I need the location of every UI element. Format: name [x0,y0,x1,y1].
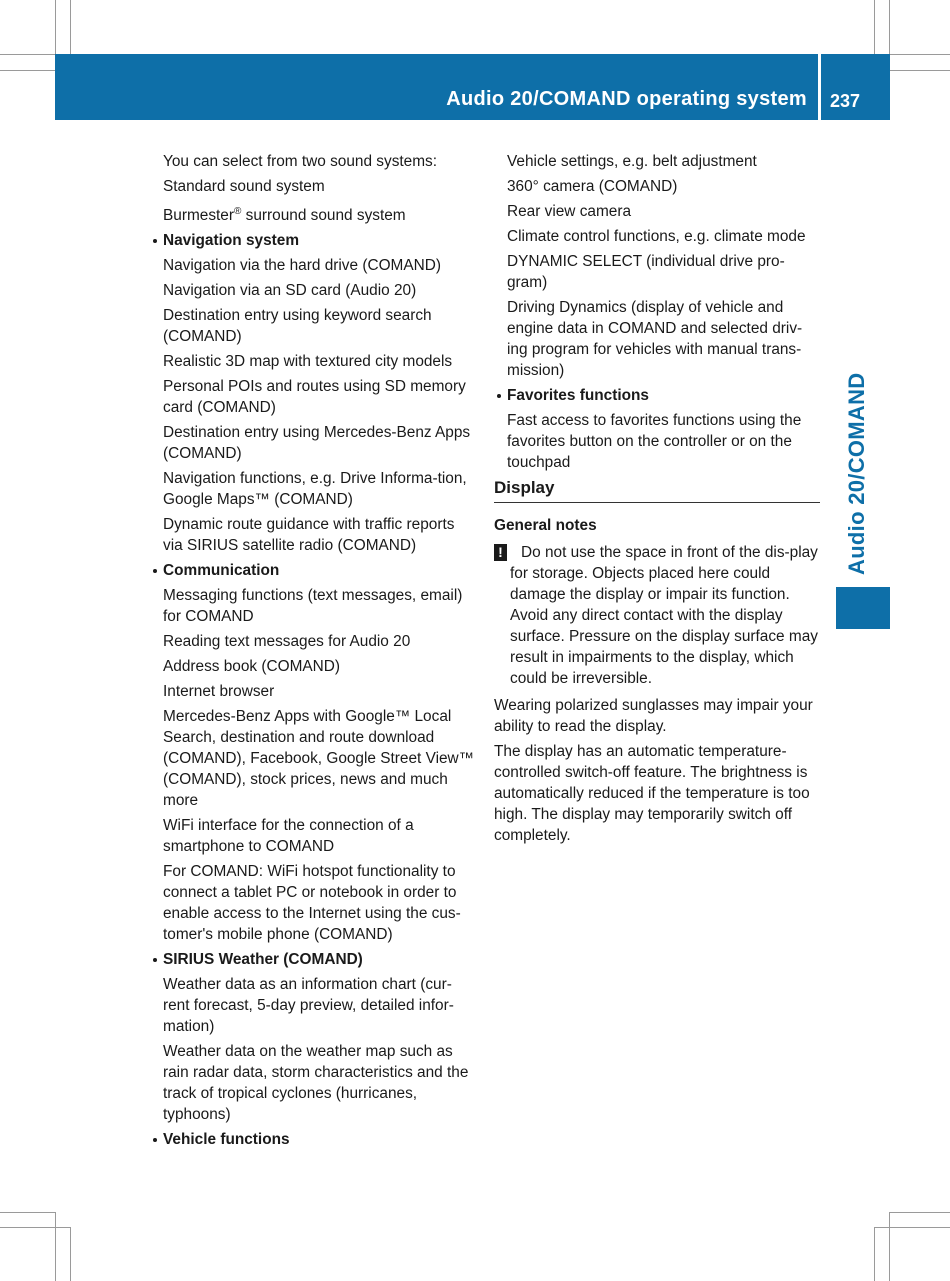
sound-item-brand: Burmester [163,207,234,225]
warning-note [494,542,820,689]
header-title: Audio 20/COMAND operating system [446,88,807,110]
crop-mark [0,1227,70,1228]
crop-mark [70,1227,71,1281]
sound-item-rest: surround sound system [241,207,406,225]
crop-mark [889,1212,890,1281]
left-column [150,151,475,1154]
list-item: WiFi interface for the connection of a smartphone to COMAND [163,817,414,856]
page-number: 237 [830,91,861,111]
sound-item [150,201,475,226]
paragraph: The display has an automatic temperature-controlled switch-off feature. The brightness is automatically reduced if the temperature is too high. The display may temporarily switch off completely. [494,743,810,844]
crop-mark [889,1212,950,1213]
list-item: Navigation functions, e.g. Drive Informa-tion, Google Maps™ (COMAND) [163,470,467,509]
list-item: Weather data on the weather map such as rain radar data, storm characteristics and the track of tropical cyclones (hurricanes, typhoons) [163,1043,469,1124]
list-item: Reading text messages for Audio 20 [163,633,411,651]
paragraph: Wearing polarized sunglasses may impair your ability to read the display. [494,697,813,735]
warning-text: Do not use the space in front of the dis-play for storage. Objects placed here could damage the display or impair its function. Avoid any direct contact with the display surface. Pressure on the display surface may result in impairments to the display, which could be irreversible. [510,544,818,687]
warning-icon: ! [494,544,507,561]
list-item: Destination entry using keyword search (COMAND) [163,307,432,346]
list-item: Realistic 3D map with textured city models [163,353,453,371]
header-divider [818,54,821,120]
list-item: For COMAND: WiFi hotspot functionality to connect a tablet PC or notebook in order to enable access to the Internet using the cus-tomer's mobile phone (COMAND) [163,863,461,944]
sound-intro: You can select from two sound systems: [163,153,438,170]
list-item: Address book (COMAND) [163,658,341,676]
bullet-heading-communication: Communication [150,560,475,581]
registered-mark: ® [234,206,242,217]
list-item: 360° camera (COMAND) [507,178,678,195]
subheading-general-notes: General notes [494,517,597,534]
list-item: Climate control functions, e.g. climate mode [507,228,806,245]
crop-mark [55,1212,56,1281]
list-item: Messaging functions (text messages, email) for COMAND [163,587,463,626]
list-item: Weather data as an information chart (cur-rent forecast, 5-day preview, detailed infor-mation) [163,976,454,1036]
crop-mark [889,0,890,54]
crop-mark [0,54,55,55]
page-header [55,54,890,120]
list-item: Fast access to favorites functions using the favorites button on the controller or on the touchpad [507,412,802,471]
bullet-heading-vehicle: Vehicle functions [150,1129,475,1150]
list-item: Internet browser [163,683,275,701]
list-item: Navigation via an SD card (Audio 20) [163,282,417,300]
list-item: Rear view camera [507,203,632,220]
list-item: Navigation via the hard drive (COMAND) [163,257,441,275]
crop-mark [0,70,55,71]
crop-mark [0,1212,55,1213]
sound-item: Standard sound system [163,178,325,195]
crop-mark [890,70,950,71]
crop-mark [874,1227,950,1228]
list-item: Dynamic route guidance with traffic reports via SIRIUS satellite radio (COMAND) [163,516,455,555]
side-tab-marker [836,587,890,629]
list-item: Driving Dynamics (display of vehicle and engine data in COMAND and selected driv-ing program for vehicles with manual trans-mission) [507,299,803,379]
list-item: Mercedes-Benz Apps with Google™ Local Search, destination and route download (COMAND), Facebook, Google Street View™ (COMAND), stock prices, news and much more [163,708,475,810]
bullet-heading-navigation: Navigation system [150,230,475,251]
list-item: DYNAMIC SELECT (individual drive pro-gram) [507,253,785,291]
list-item: Vehicle settings, e.g. belt adjustment [507,153,757,170]
crop-mark [874,0,875,54]
list-item: Personal POIs and routes using SD memory card (COMAND) [163,378,466,417]
right-column [494,151,820,850]
bullet-heading-weather: SIRIUS Weather (COMAND) [150,949,475,970]
crop-mark [890,54,950,55]
crop-mark [874,1227,875,1281]
list-item: Destination entry using Mercedes-Benz Apps (COMAND) [163,424,471,463]
bullet-heading-favorites: Favorites functions [494,385,820,406]
crop-mark [70,0,71,54]
section-title-display: Display [494,477,820,503]
crop-mark [55,0,56,54]
side-tab-label: Audio 20/COMAND [844,372,869,575]
